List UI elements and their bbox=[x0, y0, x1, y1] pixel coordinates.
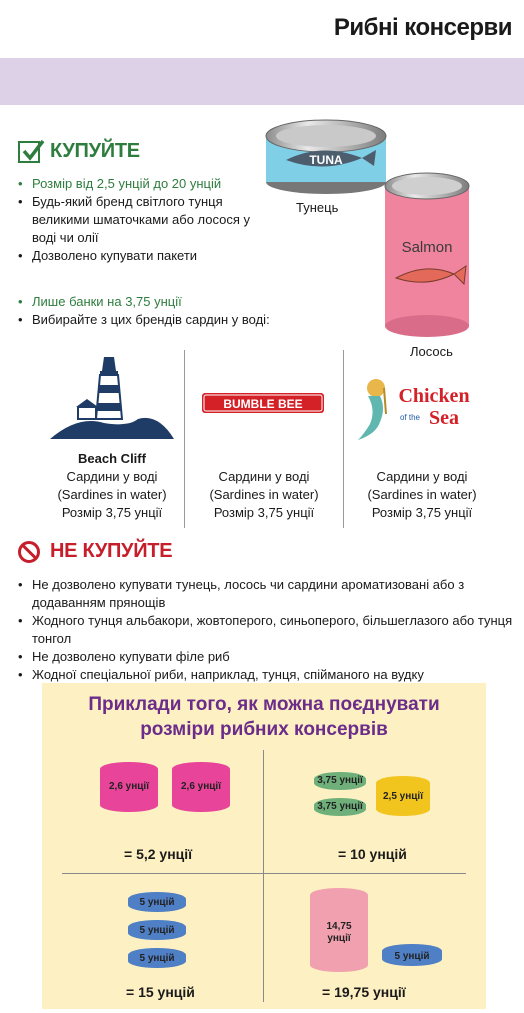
chicken-of-the-sea-logo bbox=[356, 374, 486, 444]
tuna-can-image bbox=[262, 112, 390, 196]
list-item: • Вибирайте з цих брендів сардин у воді: bbox=[16, 311, 276, 329]
combo-title bbox=[42, 692, 486, 742]
can-label: 3,75 унції bbox=[317, 801, 363, 812]
combo-title-line: Приклади того, як можна поєднувати bbox=[88, 694, 440, 715]
combo-total: = 19,75 унції bbox=[322, 984, 406, 1000]
list-item: • Жодної спеціальної риби, наприклад, тунця, спійманого на вудку bbox=[16, 666, 521, 684]
brand-name: Beach Cliff bbox=[78, 451, 146, 466]
salmon-label: Лосось bbox=[410, 344, 453, 359]
brand-line: Розмір 3,75 унції bbox=[371, 505, 473, 520]
brand-beach-cliff bbox=[32, 450, 192, 522]
tuna-can-text: TUNA bbox=[309, 153, 343, 167]
brand-chicken-of-the-sea bbox=[342, 468, 502, 522]
page-title: Рибні консерви bbox=[333, 14, 512, 41]
nobuy-heading bbox=[18, 540, 172, 563]
can-label: 5 унцій bbox=[139, 925, 175, 936]
list-item: • Не дозволено купувати філе риб bbox=[16, 648, 521, 666]
brand-line: (Sardines in water) bbox=[57, 487, 167, 502]
chicken-logo-ofthe: of the bbox=[399, 413, 421, 422]
brand-line: Сардини у воді bbox=[218, 469, 310, 484]
bumble-bee-logo bbox=[202, 390, 324, 416]
list-item: • Будь-який бренд світлого тунця великими шматочками або лосося у воді чи олії bbox=[16, 193, 266, 247]
combo-total: = 5,2 унції bbox=[124, 846, 193, 862]
can-label: 5 унцій bbox=[394, 951, 430, 962]
can-label: 2,5 унції bbox=[382, 791, 424, 802]
brand-line: Розмір 3,75 унції bbox=[213, 505, 315, 520]
can-label: 5 унцій bbox=[139, 953, 175, 964]
buy-heading bbox=[18, 140, 140, 163]
list-item: • Дозволено купувати пакети bbox=[16, 247, 266, 265]
combo-total: = 15 унцій bbox=[126, 984, 195, 1000]
combo-total: = 10 унцій bbox=[338, 846, 407, 862]
chicken-logo-word: Chicken bbox=[398, 385, 470, 407]
list-item: • Лише банки на 3,75 унції bbox=[16, 293, 276, 311]
nobuy-list bbox=[16, 576, 521, 684]
tuna-label: Тунець bbox=[296, 200, 339, 215]
brand-line: Розмір 3,75 унції bbox=[61, 505, 163, 520]
brand-line: (Sardines in water) bbox=[367, 487, 477, 502]
buy-list bbox=[16, 175, 266, 265]
can-label: 3,75 унції bbox=[317, 775, 363, 786]
checkbox-icon bbox=[18, 141, 40, 163]
list-item: • Не дозволено купувати тунець, лосось чи сардини ароматизовані або з додаванням прянощів bbox=[16, 576, 521, 612]
nobuy-heading-text: НЕ КУПУЙТЕ bbox=[50, 540, 173, 562]
can-label: 5 унцій bbox=[139, 897, 175, 908]
salmon-can-image bbox=[382, 170, 472, 340]
can-label-line: 14,75 bbox=[326, 921, 352, 932]
sardine-list bbox=[16, 293, 276, 329]
buy-heading-text: КУПУЙТЕ bbox=[50, 140, 140, 162]
prohibited-icon bbox=[18, 541, 40, 563]
can-label: 2,6 унції bbox=[108, 781, 150, 792]
salmon-can-text: Salmon bbox=[401, 239, 453, 256]
brand-bumble-bee bbox=[184, 468, 344, 522]
brand-line: Сардини у воді bbox=[376, 469, 468, 484]
combo-divider bbox=[263, 750, 264, 1002]
list-item: • Жодного тунця альбакори, жовтоперого, синьоперого, більшеглазого або тунця тонгол bbox=[16, 612, 521, 648]
can-label: 2,6 унції bbox=[180, 781, 222, 792]
brand-line: (Sardines in water) bbox=[209, 487, 319, 502]
brand-line: Сардини у воді bbox=[66, 469, 158, 484]
combo-divider bbox=[62, 873, 466, 874]
combo-title-line: розміри рибних консервів bbox=[140, 719, 388, 740]
chicken-logo-sea: Sea bbox=[429, 407, 459, 429]
list-item: • Розмір від 2,5 унцій до 20 унцій bbox=[16, 175, 266, 193]
can-label bbox=[310, 918, 368, 948]
bumble-bee-text: BUMBLE BEE bbox=[223, 397, 303, 411]
can-label-line: унції bbox=[327, 933, 351, 944]
lighthouse-logo bbox=[48, 353, 176, 441]
